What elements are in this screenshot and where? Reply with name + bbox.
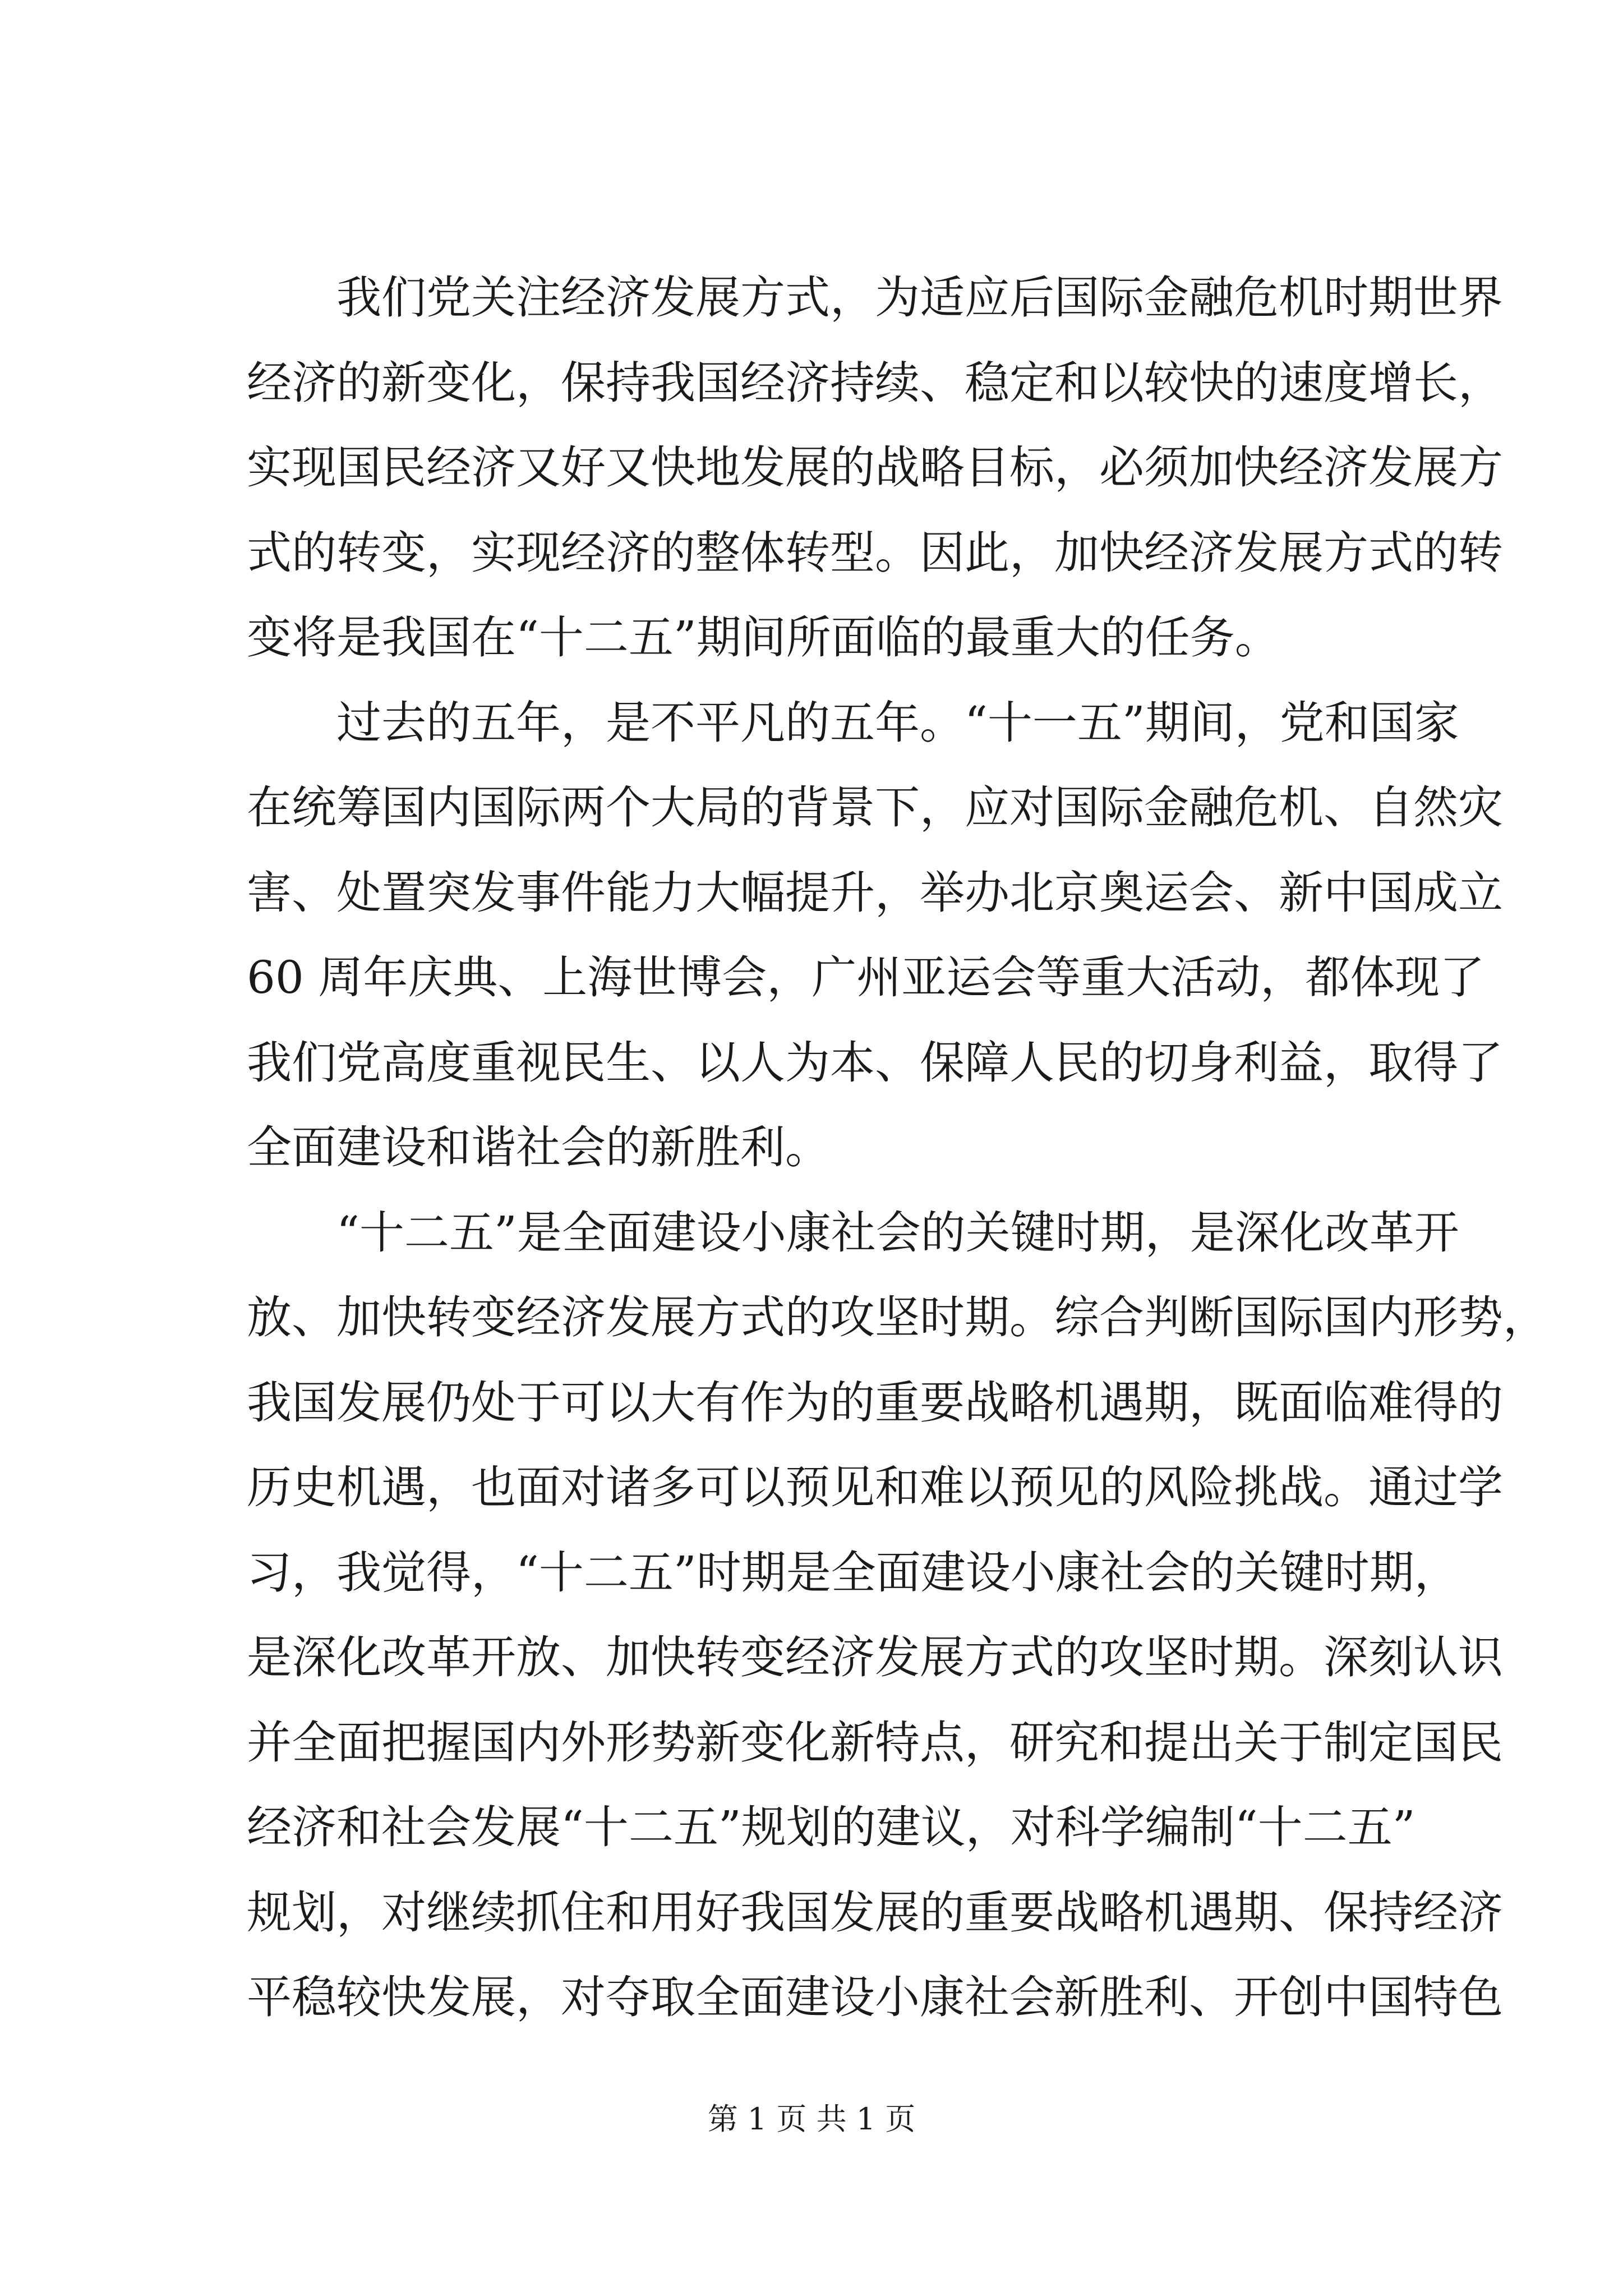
paragraph-line: 历史机遇，也面对诸多可以预见和难以预见的风险挑战。通过学 [247, 1461, 1503, 1513]
paragraph-line: 式的转变，实现经济的整体转型。因此，加快经济发展方式的转 [247, 526, 1503, 579]
paragraph-line: 规划，对继续抓住和用好我国发展的重要战略机遇期、保持经济 [247, 1886, 1503, 1939]
paragraph-line: “十二五”是全面建设小康社会的关键时期，是深化改革开 [336, 1206, 1459, 1259]
document-body [247, 255, 1548, 2040]
paragraph-line: 并全面把握国内外形势新变化新特点，研究和提出关于制定国民 [247, 1716, 1503, 1769]
paragraph-line: 放、加快转变经济发展方式的攻坚时期。综合判断国际国内形势， [247, 1291, 1548, 1343]
paragraph-line: 在统筹国内国际两个大局的背景下，应对国际金融危机、自然灾 [247, 781, 1503, 834]
paragraph-line: 我们党高度重视民生、以人为本、保障人民的切身利益，取得了 [247, 1036, 1503, 1089]
paragraph-line: 我们党关注经济发展方式，为适应后国际金融危机时期世界 [336, 272, 1503, 324]
paragraph-line: 是深化改革开放、加快转变经济发展方式的攻坚时期。深刻认识 [247, 1631, 1503, 1683]
paragraph-line: 实现国民经济又好又快地发展的战略目标，必须加快经济发展方 [247, 441, 1503, 494]
paragraph-line: 过去的五年，是不平凡的五年。“十一五”期间，党和国家 [336, 696, 1459, 749]
page-footer: 第 1 页 共 1 页 [707, 2101, 916, 2137]
paragraph-line: 60 周年庆典、上海世博会，广州亚运会等重大活动，都体现了 [247, 951, 1485, 1004]
paragraph-line: 害、处置突发事件能力大幅提升，举办北京奥运会、新中国成立 [247, 866, 1503, 919]
paragraph-line: 变将是我国在“十二五”期间所面临的最重大的任务。 [247, 611, 1280, 664]
paragraph-line: 经济的新变化，保持我国经济持续、稳定和以较快的速度增长， [247, 356, 1503, 409]
paragraph-line: 我国发展仍处于可以大有作为的重要战略机遇期，既面临难得的 [247, 1376, 1503, 1429]
paragraph-line: 经济和社会发展“十二五”规划的建议，对科学编制“十二五” [247, 1801, 1415, 1853]
paragraph-line: 习，我觉得，“十二五”时期是全面建设小康社会的关键时期， [247, 1546, 1459, 1599]
paragraph-line: 全面建设和谐社会的新胜利。 [247, 1121, 830, 1174]
paragraph-line: 平稳较快发展，对夺取全面建设小康社会新胜利、开创中国特色 [247, 1971, 1503, 2023]
